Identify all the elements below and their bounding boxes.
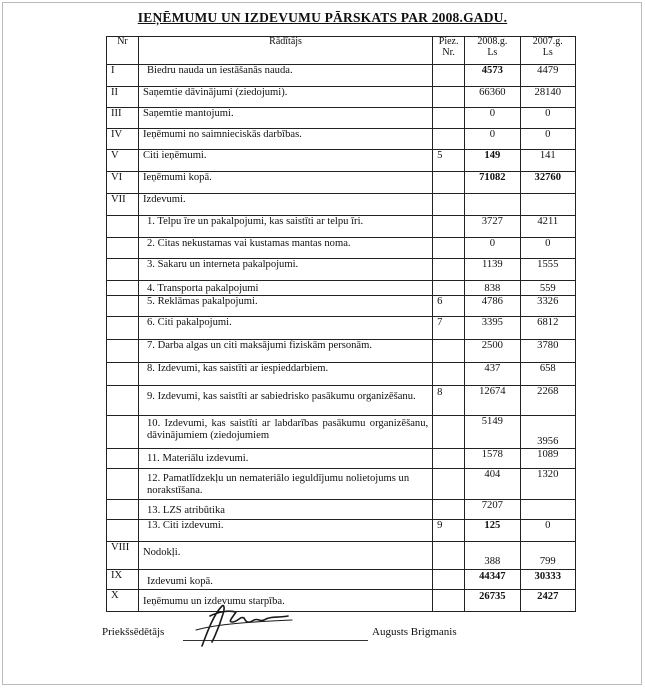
row-value-2008: 7207 (465, 500, 520, 520)
row-value-2007: 141 (520, 150, 575, 172)
table-row (107, 87, 576, 108)
header-piezimes: Piez. Nr. (433, 37, 465, 65)
row-note (433, 216, 465, 238)
row-label: 4. Transporta pakalpojumi (138, 281, 432, 296)
row-value-2008: 125 (465, 520, 520, 542)
row-value-2008: 5149 (465, 416, 520, 449)
row-value-2007: 32760 (520, 172, 575, 194)
table-row (107, 317, 576, 340)
row-nr (107, 449, 139, 469)
row-nr (107, 363, 139, 386)
row-value-2007: 28140 (520, 87, 575, 108)
row-value-2007: 1089 (520, 449, 575, 469)
row-label: Ieņēmumi kopā. (138, 172, 432, 194)
row-note (433, 363, 465, 386)
row-nr (107, 416, 139, 449)
row-nr: I (107, 65, 139, 87)
row-note (433, 340, 465, 363)
table-row (107, 570, 576, 590)
table-row (107, 238, 576, 259)
row-label: 7. Darba algas un citi maksājumi fiziskām personām. (138, 340, 432, 363)
table-row (107, 542, 576, 570)
row-value-2007: 1320 (520, 469, 575, 500)
row-label: Saņemtie mantojumi. (138, 108, 432, 129)
row-nr (107, 259, 139, 281)
row-note (433, 194, 465, 216)
row-note (433, 542, 465, 570)
row-value-2007: 6812 (520, 317, 575, 340)
row-value-2007: 3956 (520, 416, 575, 449)
row-note (433, 129, 465, 150)
row-value-2008: 26735 (465, 590, 520, 612)
row-nr: V (107, 150, 139, 172)
table-row (107, 259, 576, 281)
row-value-2007: 1555 (520, 259, 575, 281)
row-value-2007 (520, 194, 575, 216)
row-label: 2. Citas nekustamas vai kustamas mantas noma. (138, 238, 432, 259)
table-row (107, 172, 576, 194)
row-note: 7 (433, 317, 465, 340)
row-label: Ieņēmumi no saimnieciskās darbības. (138, 129, 432, 150)
row-note (433, 65, 465, 87)
row-label: Nodokļi. (138, 542, 432, 570)
row-value-2007: 559 (520, 281, 575, 296)
row-note (433, 590, 465, 612)
table-row (107, 340, 576, 363)
row-value-2007: 30333 (520, 570, 575, 590)
table-row (107, 281, 576, 296)
table-row (107, 194, 576, 216)
row-label: 3. Sakaru un interneta pakalpojumi. (138, 259, 432, 281)
report-table (106, 36, 576, 612)
row-value-2007: 0 (520, 108, 575, 129)
row-nr (107, 340, 139, 363)
row-value-2007: 3326 (520, 296, 575, 317)
table-row (107, 150, 576, 172)
row-label: 11. Materiālu izdevumi. (138, 449, 432, 469)
row-value-2008: 4573 (465, 65, 520, 87)
row-value-2007: 3780 (520, 340, 575, 363)
table-row (107, 500, 576, 520)
signature-label: Priekšsēdētājs (102, 626, 165, 638)
row-nr: VIII (107, 542, 139, 570)
row-nr (107, 216, 139, 238)
row-note: 5 (433, 150, 465, 172)
row-nr (107, 386, 139, 416)
row-note (433, 416, 465, 449)
row-value-2007: 4479 (520, 65, 575, 87)
row-nr: IV (107, 129, 139, 150)
table-row (107, 469, 576, 500)
row-label: 1. Telpu īre un pakalpojumi, kas saistīti ar telpu īri. (138, 216, 432, 238)
row-label: Saņemtie dāvinājumi (ziedojumi). (138, 87, 432, 108)
row-nr: VI (107, 172, 139, 194)
row-value-2008: 3727 (465, 216, 520, 238)
row-value-2008: 0 (465, 108, 520, 129)
row-value-2008: 66360 (465, 87, 520, 108)
table-row (107, 65, 576, 87)
row-nr: VII (107, 194, 139, 216)
signatory-name: Augusts Brigmanis (372, 626, 457, 638)
row-value-2008: 3395 (465, 317, 520, 340)
table-row (107, 108, 576, 129)
table-row (107, 449, 576, 469)
row-note (433, 281, 465, 296)
table-row (107, 386, 576, 416)
row-value-2008: 0 (465, 238, 520, 259)
handwritten-signature (188, 600, 298, 648)
row-nr (107, 317, 139, 340)
row-note (433, 172, 465, 194)
row-value-2008: 404 (465, 469, 520, 500)
row-value-2007: 4211 (520, 216, 575, 238)
row-nr: X (107, 590, 139, 612)
row-nr: IX (107, 570, 139, 590)
row-label: 10. Izdevumi, kas saistīti ar labdarības pasākumu organizēšanu, dāvinājumiem (ziedojumiem (138, 416, 432, 449)
row-value-2008: 44347 (465, 570, 520, 590)
row-label: 8. Izdevumi, kas saistīti ar iespieddarbiem. (138, 363, 432, 386)
row-label: Izdevumi kopā. (138, 570, 432, 590)
row-nr (107, 469, 139, 500)
row-label: Biedru nauda un iestāšanās nauda. (138, 65, 432, 87)
row-value-2008: 388 (465, 542, 520, 570)
table-header-row (107, 37, 576, 65)
row-value-2008: 0 (465, 129, 520, 150)
table-row (107, 129, 576, 150)
row-note (433, 238, 465, 259)
row-nr: III (107, 108, 139, 129)
row-value-2008: 1139 (465, 259, 520, 281)
row-label: Citi ieņēmumi. (138, 150, 432, 172)
row-note (433, 449, 465, 469)
table-row (107, 416, 576, 449)
report-title: IEŅĒMUMU UN IZDEVUMU PĀRSKATS PAR 2008.GADU. (137, 10, 508, 25)
row-label: 5. Reklāmas pakalpojumi. (138, 296, 432, 317)
row-nr (107, 281, 139, 296)
row-value-2007: 658 (520, 363, 575, 386)
row-label: 13. Citi izdevumi. (138, 520, 432, 542)
row-note (433, 570, 465, 590)
row-note (433, 469, 465, 500)
row-value-2008 (465, 194, 520, 216)
row-value-2007: 0 (520, 129, 575, 150)
row-note: 6 (433, 296, 465, 317)
row-value-2008: 1578 (465, 449, 520, 469)
row-note (433, 500, 465, 520)
row-label: 9. Izdevumi, kas saistīti ar sabiedrisko pasākumu organizēšanu. (138, 386, 432, 416)
row-value-2007: 0 (520, 520, 575, 542)
row-nr (107, 296, 139, 317)
row-value-2008: 4786 (465, 296, 520, 317)
row-note: 9 (433, 520, 465, 542)
row-nr (107, 238, 139, 259)
row-value-2008: 437 (465, 363, 520, 386)
row-value-2008: 71082 (465, 172, 520, 194)
row-value-2008: 838 (465, 281, 520, 296)
table-row (107, 216, 576, 238)
row-nr: II (107, 87, 139, 108)
row-note (433, 108, 465, 129)
row-note (433, 87, 465, 108)
table-row (107, 590, 576, 612)
row-value-2007: 799 (520, 542, 575, 570)
row-value-2007: 2268 (520, 386, 575, 416)
row-note (433, 259, 465, 281)
header-raditajs: Rādītājs (138, 37, 432, 65)
table-row (107, 363, 576, 386)
row-label: Ieņēmumu un izdevumu starpība. (138, 590, 432, 612)
header-2008: 2008.g. Ls (465, 37, 520, 65)
row-value-2008: 12674 (465, 386, 520, 416)
row-value-2008: 149 (465, 150, 520, 172)
row-nr (107, 520, 139, 542)
row-nr (107, 500, 139, 520)
row-label: 6. Citi pakalpojumi. (138, 317, 432, 340)
header-2007: 2007.g. Ls (520, 37, 575, 65)
row-value-2007: 2427 (520, 590, 575, 612)
header-nr: Nr (107, 37, 139, 65)
row-label: 12. Pamatlīdzekļu un nemateriālo ieguldījumu nolietojums un norakstīšana. (138, 469, 432, 500)
table-row (107, 296, 576, 317)
row-value-2007: 0 (520, 238, 575, 259)
table-row (107, 520, 576, 542)
row-value-2007 (520, 500, 575, 520)
row-value-2008: 2500 (465, 340, 520, 363)
signature-block (0, 614, 645, 664)
row-label: Izdevumi. (138, 194, 432, 216)
row-label: 13. LZS atribūtika (138, 500, 432, 520)
row-note: 8 (433, 386, 465, 416)
